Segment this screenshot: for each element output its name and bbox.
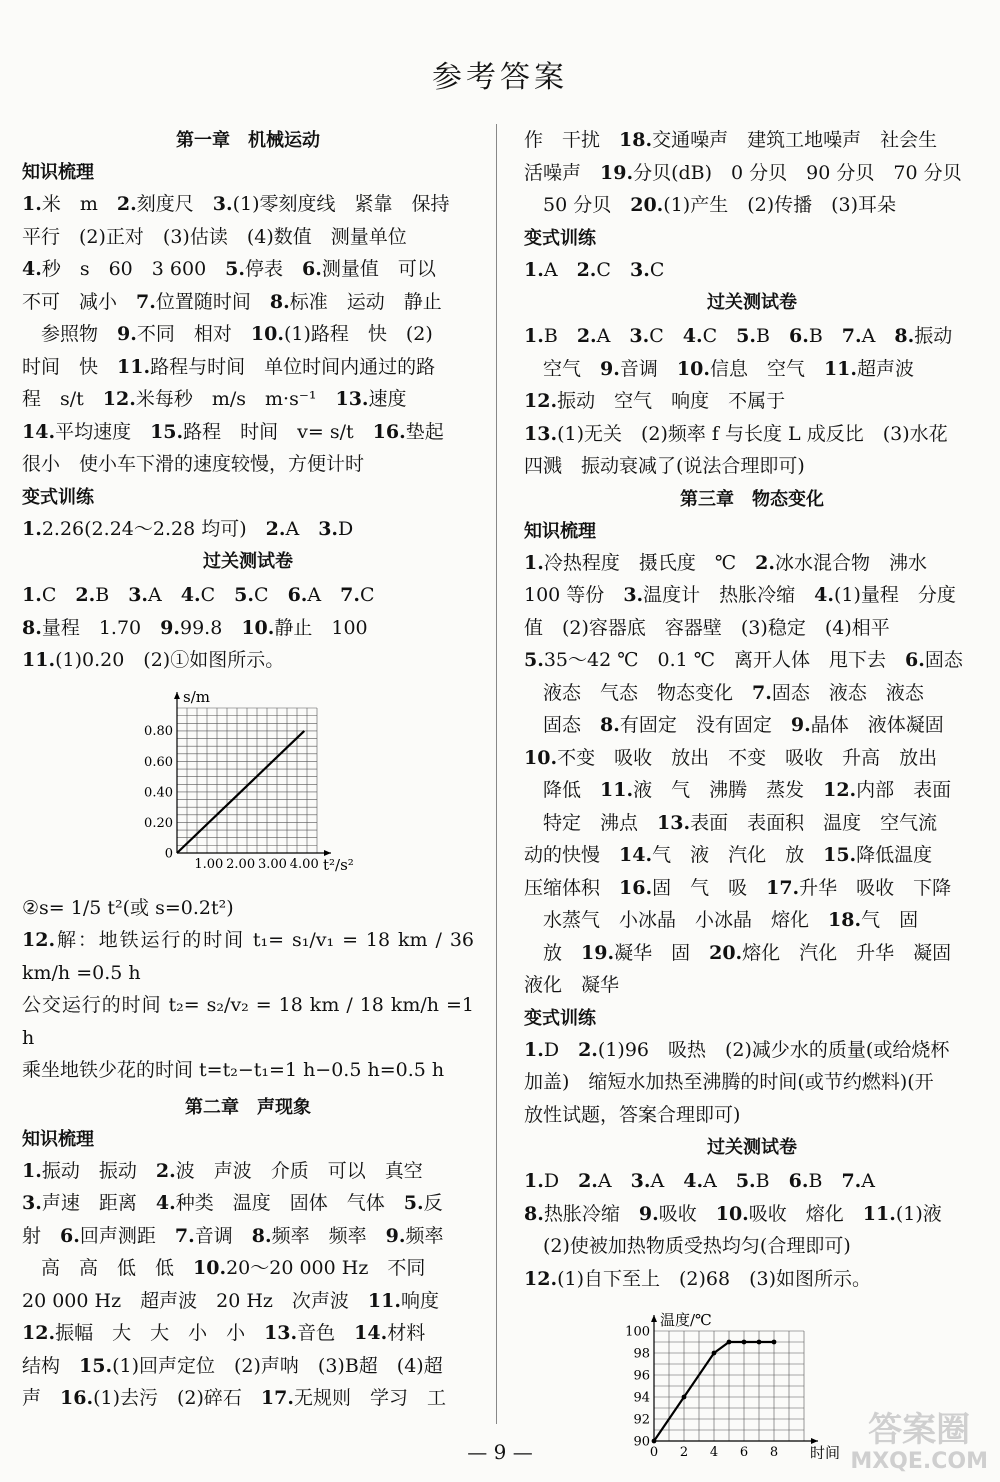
answer-line: 射 6.回声测距 7.音调 8.频率 频率 9.频率 [22, 1224, 444, 1247]
data-point [727, 1340, 732, 1345]
page-title: 参考答案 [432, 60, 568, 95]
x-tick-label: 2 [679, 1445, 689, 1459]
answer-line: 值 (2)容器底 容器壁 (3)稳定 (4)相平 [524, 616, 890, 639]
y-axis-label: 温度/℃ [660, 1311, 712, 1329]
answer-line: 特定 沸点 13.表面 表面积 温度 空气流 [524, 811, 938, 834]
chapter3-title: 第三章 物态变化 [680, 488, 824, 510]
ch1-variant-lines [22, 513, 474, 546]
y-tick-label: 0.80 [144, 723, 173, 739]
answer-line: 放 19.凝华 固 20.熔化 汽化 升华 凝固 [524, 941, 952, 964]
answer-line: 参照物 9.不同 相对 10.(1)路程 快 (2) [22, 323, 433, 345]
data-point [682, 1395, 687, 1400]
y-tick-label: 98 [633, 1346, 650, 1362]
answer-line: 1.冷热程度 摄氏度 ℃ 2.冰水混合物 沸水 [524, 551, 927, 574]
answer-line: 公交运行的时间 t₂= s₂/v₂ = 18 km / 18 km/h =1 h [22, 994, 474, 1049]
answer-line: 结构 15.(1)回声定位 (2)声呐 (3)B超 (4)超 [22, 1354, 443, 1377]
y-tick-label: 0.40 [144, 784, 173, 800]
answer-line: 加盖) 缩短水加热至沸腾的时间(或节约燃料)(开 [524, 1071, 934, 1093]
answer-line: 13.(1)无关 (2)频率 f 与长度 L 成反比 (3)水花 [524, 422, 948, 445]
answer-line: ②s= 1/5 t²(或 s=0.2t²) [22, 896, 234, 919]
x-tick-label: 8 [769, 1445, 779, 1459]
x-tick-label: 2.00 [226, 856, 256, 872]
chart-st2-svg [22, 681, 402, 881]
ch1-test-label: 过关测试卷 [203, 551, 293, 572]
answer-line: 液态 气态 物态变化 7.固态 液态 液态 [524, 681, 924, 704]
answer-line: 空气 9.音调 10.信息 空气 11.超声波 [524, 357, 915, 380]
left-column [22, 124, 474, 1415]
answer-line: 14.平均速度 15.路程 时间 v= s/t 16.垫起 [22, 420, 444, 443]
chapter1-title: 第一章 机械运动 [176, 130, 320, 151]
answer-line: 放性试题，答案合理即可) [524, 1103, 741, 1126]
answer-line: 不可 减小 7.位置随时间 8.标准 运动 静止 [22, 290, 442, 313]
watermark-url: MXQE.COM [850, 1449, 988, 1474]
chapter2-title: 第二章 声现象 [185, 1096, 311, 1118]
answer-line: 4.秒 s 60 3 600 5.停表 6.测量值 可以 [22, 258, 436, 280]
answer-line: 水蒸气 小冰晶 小冰晶 熔化 18.气 固 [524, 909, 919, 931]
y-tick-label: 0 [164, 845, 173, 861]
page-number: — 9 — [467, 1440, 533, 1464]
y-tick-label: 96 [633, 1368, 650, 1384]
y-tick-label: 90 [633, 1434, 650, 1450]
answer-line: 12.振幅 大 大 小 小 13.音色 14.材料 [22, 1322, 426, 1344]
right-column [524, 124, 980, 1470]
ch1-knowledge-lines [22, 188, 474, 481]
y-tick-label: 0.20 [144, 815, 173, 831]
ch3-variant-label: 变式训练 [524, 1007, 596, 1029]
y-axis-arrow [174, 692, 180, 699]
column-divider [496, 124, 497, 1424]
ch2-variant-label: 变式训练 [524, 227, 596, 249]
y-axis-arrow [651, 1315, 657, 1322]
answer-line: 活噪声 19.分贝(dB) 0 分贝 90 分贝 70 分贝 [524, 161, 962, 184]
y-axis-label: s/m [183, 687, 210, 706]
answer-line: 5.35～42 ℃ 0.1 ℃ 离开人体 甩下去 6.固态 [524, 649, 963, 671]
ch3-variant-lines [524, 1034, 980, 1132]
ch3-test-label: 过关测试卷 [707, 1137, 797, 1158]
answer-line: 1.2.26(2.24～2.28 均可) 2.A 3.D [22, 517, 354, 540]
answer-line: 3.声速 距离 4.种类 温度 固体 气体 5.反 [22, 1192, 443, 1214]
y-tick-label: 100 [625, 1324, 650, 1340]
answer-line: 1.A 2.C 3.C [524, 258, 665, 281]
answer-line: 降低 11.液 气 沸腾 蒸发 12.内部 表面 [524, 779, 952, 801]
answer-line: 12.(1)自下至上 (2)68 (3)如图所示。 [524, 1267, 871, 1290]
x-tick-label: 0 [649, 1445, 659, 1459]
answer-line: 程 s/t 12.米每秒 m/s m·s⁻¹ 13.速度 [22, 388, 407, 410]
ch3-knowledge-label: 知识梳理 [524, 520, 596, 542]
data-point [742, 1340, 747, 1345]
answer-line: 1.米 m 2.刻度尺 3.(1)零刻度线 紧靠 保持 [22, 193, 450, 215]
answer-line: 四溅 振动衰减了(说法合理即可) [524, 455, 805, 477]
answer-line: 高 高 低 低 10.20～20 000 Hz 不同 [22, 1257, 426, 1279]
answer-line: (2)使被加热物质受热均匀(合理即可) [524, 1235, 851, 1257]
answer-line: 20 000 Hz 超声波 20 Hz 次声波 11.响度 [22, 1289, 439, 1312]
answer-line: 声 16.(1)去污 (2)碎石 17.无规则 学习 工 [22, 1387, 446, 1409]
y-tick-label: 92 [633, 1412, 650, 1428]
answer-line: 1.B 2.A 3.C 4.C 5.B 6.B 7.A 8.振动 [524, 325, 953, 347]
answer-line: 压缩体积 16.固 气 吸 17.升华 吸收 下降 [524, 876, 952, 899]
answer-line: 100 等份 3.温度计 热胀冷缩 4.(1)量程 分度 [524, 584, 956, 606]
answer-line: 作 干扰 18.交通噪声 建筑工地噪声 社会生 [524, 129, 938, 151]
answer-line: 1.D 2.(1)96 吸热 (2)减少水的质量(或给烧杯 [524, 1038, 950, 1061]
x-tick-label: 1.00 [194, 856, 224, 872]
ch1-variant-label: 变式训练 [22, 486, 94, 508]
data-point [757, 1340, 762, 1345]
answer-line: 动的快慢 14.气 液 汽化 放 15.降低温度 [524, 844, 933, 866]
answer-line: 固态 8.有固定 没有固定 9.晶体 液体凝固 [524, 714, 944, 736]
ch2-test-label: 过关测试卷 [707, 292, 797, 313]
chart-st2 [22, 681, 474, 886]
x-tick-label: 3.00 [257, 856, 287, 872]
ch2-knowledge-lines [22, 1155, 474, 1415]
answer-line: 液化 凝华 [524, 974, 620, 996]
x-tick-label: 6 [739, 1445, 749, 1459]
ch2-variant-lines [524, 254, 980, 287]
answer-line: 乘坐地铁少花的时间 t=t₂−t₁=1 h−0.5 h=0.5 h [22, 1059, 445, 1081]
answer-line: 10.不变 吸收 放出 不变 吸收 升高 放出 [524, 746, 938, 769]
ch1-test-lines [22, 579, 474, 677]
watermark-logo [850, 1410, 988, 1478]
data-point [772, 1340, 777, 1345]
answer-line: 1.振动 振动 2.波 声波 介质 可以 真空 [22, 1159, 423, 1182]
x-tick-label: 4.00 [289, 856, 319, 872]
y-tick-label: 94 [633, 1390, 650, 1406]
chart-temp-svg [614, 1299, 844, 1459]
x-axis-label: t²/s² [323, 855, 354, 874]
answer-line: 12.振动 空气 响度 不属于 [524, 390, 786, 412]
answer-line: 11.(1)0.20 (2)①如图所示。 [22, 649, 285, 671]
ch2-knowledge-label: 知识梳理 [22, 1128, 94, 1150]
x-tick-label: 4 [709, 1445, 719, 1459]
answer-line: 1.C 2.B 3.A 4.C 5.C 6.A 7.C [22, 584, 375, 606]
ch3-test-lines [524, 1165, 980, 1295]
answer-line: 很小 使小车下滑的速度较慢，方便计时 [22, 453, 365, 475]
answer-line: 平行 (2)正对 (3)估读 (4)数值 测量单位 [22, 225, 407, 248]
ch2-test-lines [524, 320, 980, 483]
answer-line: 1.D 2.A 3.A 4.A 5.B 6.B 7.A [524, 1170, 876, 1192]
x-axis-label: 时间 [810, 1444, 841, 1459]
answer-line: 12.解：地铁运行的时间 t₁= s₁/v₁ = 18 km / 36 km/h =0.5 h [22, 929, 474, 984]
watermark-cn: 答案圈 [868, 1410, 971, 1450]
data-point [712, 1351, 717, 1356]
ch3-knowledge-lines [524, 547, 980, 1002]
ch2-cont-lines [524, 124, 980, 222]
answer-line: 时间 快 11.路程与时间 单位时间内通过的路 [22, 355, 436, 378]
answer-line: 8.热胀冷缩 9.吸收 10.吸收 熔化 11.(1)液 [524, 1202, 942, 1225]
answer-line: 50 分贝 20.(1)产生 (2)传播 (3)耳朵 [524, 194, 897, 216]
ch1-after-chart-lines [22, 892, 474, 1087]
answer-line: 8.量程 1.70 9.99.8 10.静止 100 [22, 616, 368, 639]
ch1-knowledge-label: 知识梳理 [22, 162, 94, 183]
y-tick-label: 0.60 [144, 754, 173, 770]
